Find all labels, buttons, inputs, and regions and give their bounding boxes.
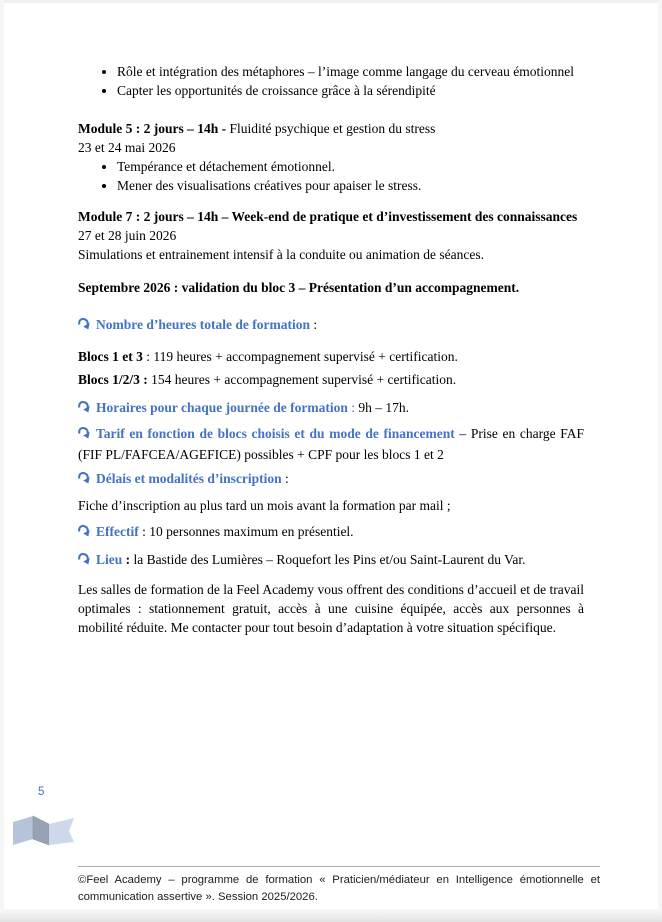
page-body bbox=[78, 0, 584, 637]
page-edge-right bbox=[658, 0, 662, 922]
feature-value: – Prise en charge FAF (FIF PL/FAFCEA/AGEFICE) possibles + CPF pour les blocs 1 et 2 bbox=[78, 426, 584, 462]
feature-lieu bbox=[78, 550, 584, 571]
module5-title bbox=[78, 119, 584, 138]
ribbon-3d-logo bbox=[12, 814, 76, 850]
page-edge-top bbox=[0, 0, 662, 3]
module7-title: Module 7 : 2 jours – 14h – Week-end de pratique et d’investissement des connaissances bbox=[78, 209, 578, 224]
blocs-123-label: Blocs 1/2/3 : bbox=[78, 372, 148, 387]
bullet-text: Capter les opportunités de croissance grâce à la sérendipité bbox=[117, 83, 436, 98]
list-item bbox=[117, 81, 584, 100]
list-item bbox=[117, 157, 584, 176]
blocs-123-line bbox=[78, 370, 584, 389]
feature-hours bbox=[78, 315, 584, 336]
page-number: 5 bbox=[38, 786, 45, 798]
bullet-text: Mener des visualisations créatives pour apaiser le stress. bbox=[117, 178, 422, 193]
module7-desc: Simulations et entrainement intensif à la conduite ou animation de séances. bbox=[78, 247, 485, 262]
feature-tarif bbox=[78, 424, 584, 464]
blocs-1-3-value: : 119 heures + accompagnement supervisé + certification. bbox=[142, 349, 458, 364]
feature-value: : 10 personnes maximum en présentiel. bbox=[138, 524, 354, 539]
feature-separator: : bbox=[347, 400, 359, 415]
fiche-inscription-line: Fiche d’inscription au plus tard un mois avant la formation par mail ; bbox=[78, 498, 451, 513]
blocs-1-3-label: Blocs 1 et 3 bbox=[78, 349, 143, 364]
feature-colon: : bbox=[122, 552, 134, 567]
bullet-text: Tempérance et détachement émotionnel. bbox=[117, 159, 335, 174]
feature-delais bbox=[78, 469, 584, 490]
page-footer bbox=[78, 866, 600, 905]
module5-title-rest: Fluidité psychique et gestion du stress bbox=[226, 121, 436, 136]
feature-suffix: : bbox=[309, 317, 318, 332]
curved-arrow-icon bbox=[78, 552, 91, 571]
feature-heading: Horaires pour chaque journée de formation bbox=[96, 400, 348, 415]
feature-effectif bbox=[78, 522, 584, 543]
page-edge-bottom bbox=[0, 909, 662, 922]
curved-arrow-icon bbox=[78, 400, 91, 419]
curved-arrow-icon bbox=[78, 317, 91, 336]
feature-horaires bbox=[78, 398, 584, 419]
closing-paragraph: Les salles de formation de la Feel Academy vous offrent des conditions d’accueil et de travail optimales : stationnement gratuit, accès à une cuisine équipée, accès aux personnes à mobilité réduite. Me contacter pour tout besoin d’adaptation à votre situation spécifique. bbox=[78, 582, 584, 635]
list-item bbox=[117, 62, 584, 81]
feature-heading: Délais et modalités d’inscription bbox=[96, 471, 282, 486]
september-validation-line: Septembre 2026 : validation du bloc 3 – Présentation d’un accompagnement. bbox=[78, 280, 520, 295]
page-edge-left bbox=[0, 0, 4, 922]
module7-date: 27 et 28 juin 2026 bbox=[78, 228, 177, 243]
list-item bbox=[117, 176, 584, 195]
feature-value: 9h – 17h. bbox=[358, 400, 409, 415]
feature-heading: Tarif en fonction de blocs choisis et du mode de financement bbox=[96, 426, 455, 441]
curved-arrow-icon bbox=[78, 471, 91, 490]
module5-bullet-list bbox=[78, 157, 584, 195]
blocs-123-value: 154 heures + accompagnement supervisé + certification. bbox=[147, 372, 457, 387]
blocs-1-3-line bbox=[78, 347, 584, 366]
curved-arrow-icon bbox=[78, 426, 91, 445]
bullet-list-top bbox=[78, 62, 584, 100]
feature-heading: Effectif bbox=[96, 524, 139, 539]
feature-suffix: : bbox=[281, 471, 289, 486]
module5-date: 23 et 24 mai 2026 bbox=[78, 140, 176, 155]
feature-value: la Bastide des Lumières – Roquefort les Pins et/ou Saint-Laurent du Var. bbox=[133, 552, 526, 567]
module5-title-bold: Module 5 : 2 jours – 14h - bbox=[78, 121, 227, 136]
feature-heading: Nombre d’heures totale de formation bbox=[96, 317, 310, 332]
curved-arrow-icon bbox=[78, 524, 91, 543]
bullet-text: Rôle et intégration des métaphores – l’image comme langage du cerveau émotionnel bbox=[117, 64, 574, 79]
footer-text: ©Feel Academy – programme de formation « Praticien/médiateur en Intelligence émotionnelle et communication assertive ». Session 2025/2026. bbox=[78, 874, 600, 903]
feature-heading: Lieu bbox=[96, 552, 123, 567]
